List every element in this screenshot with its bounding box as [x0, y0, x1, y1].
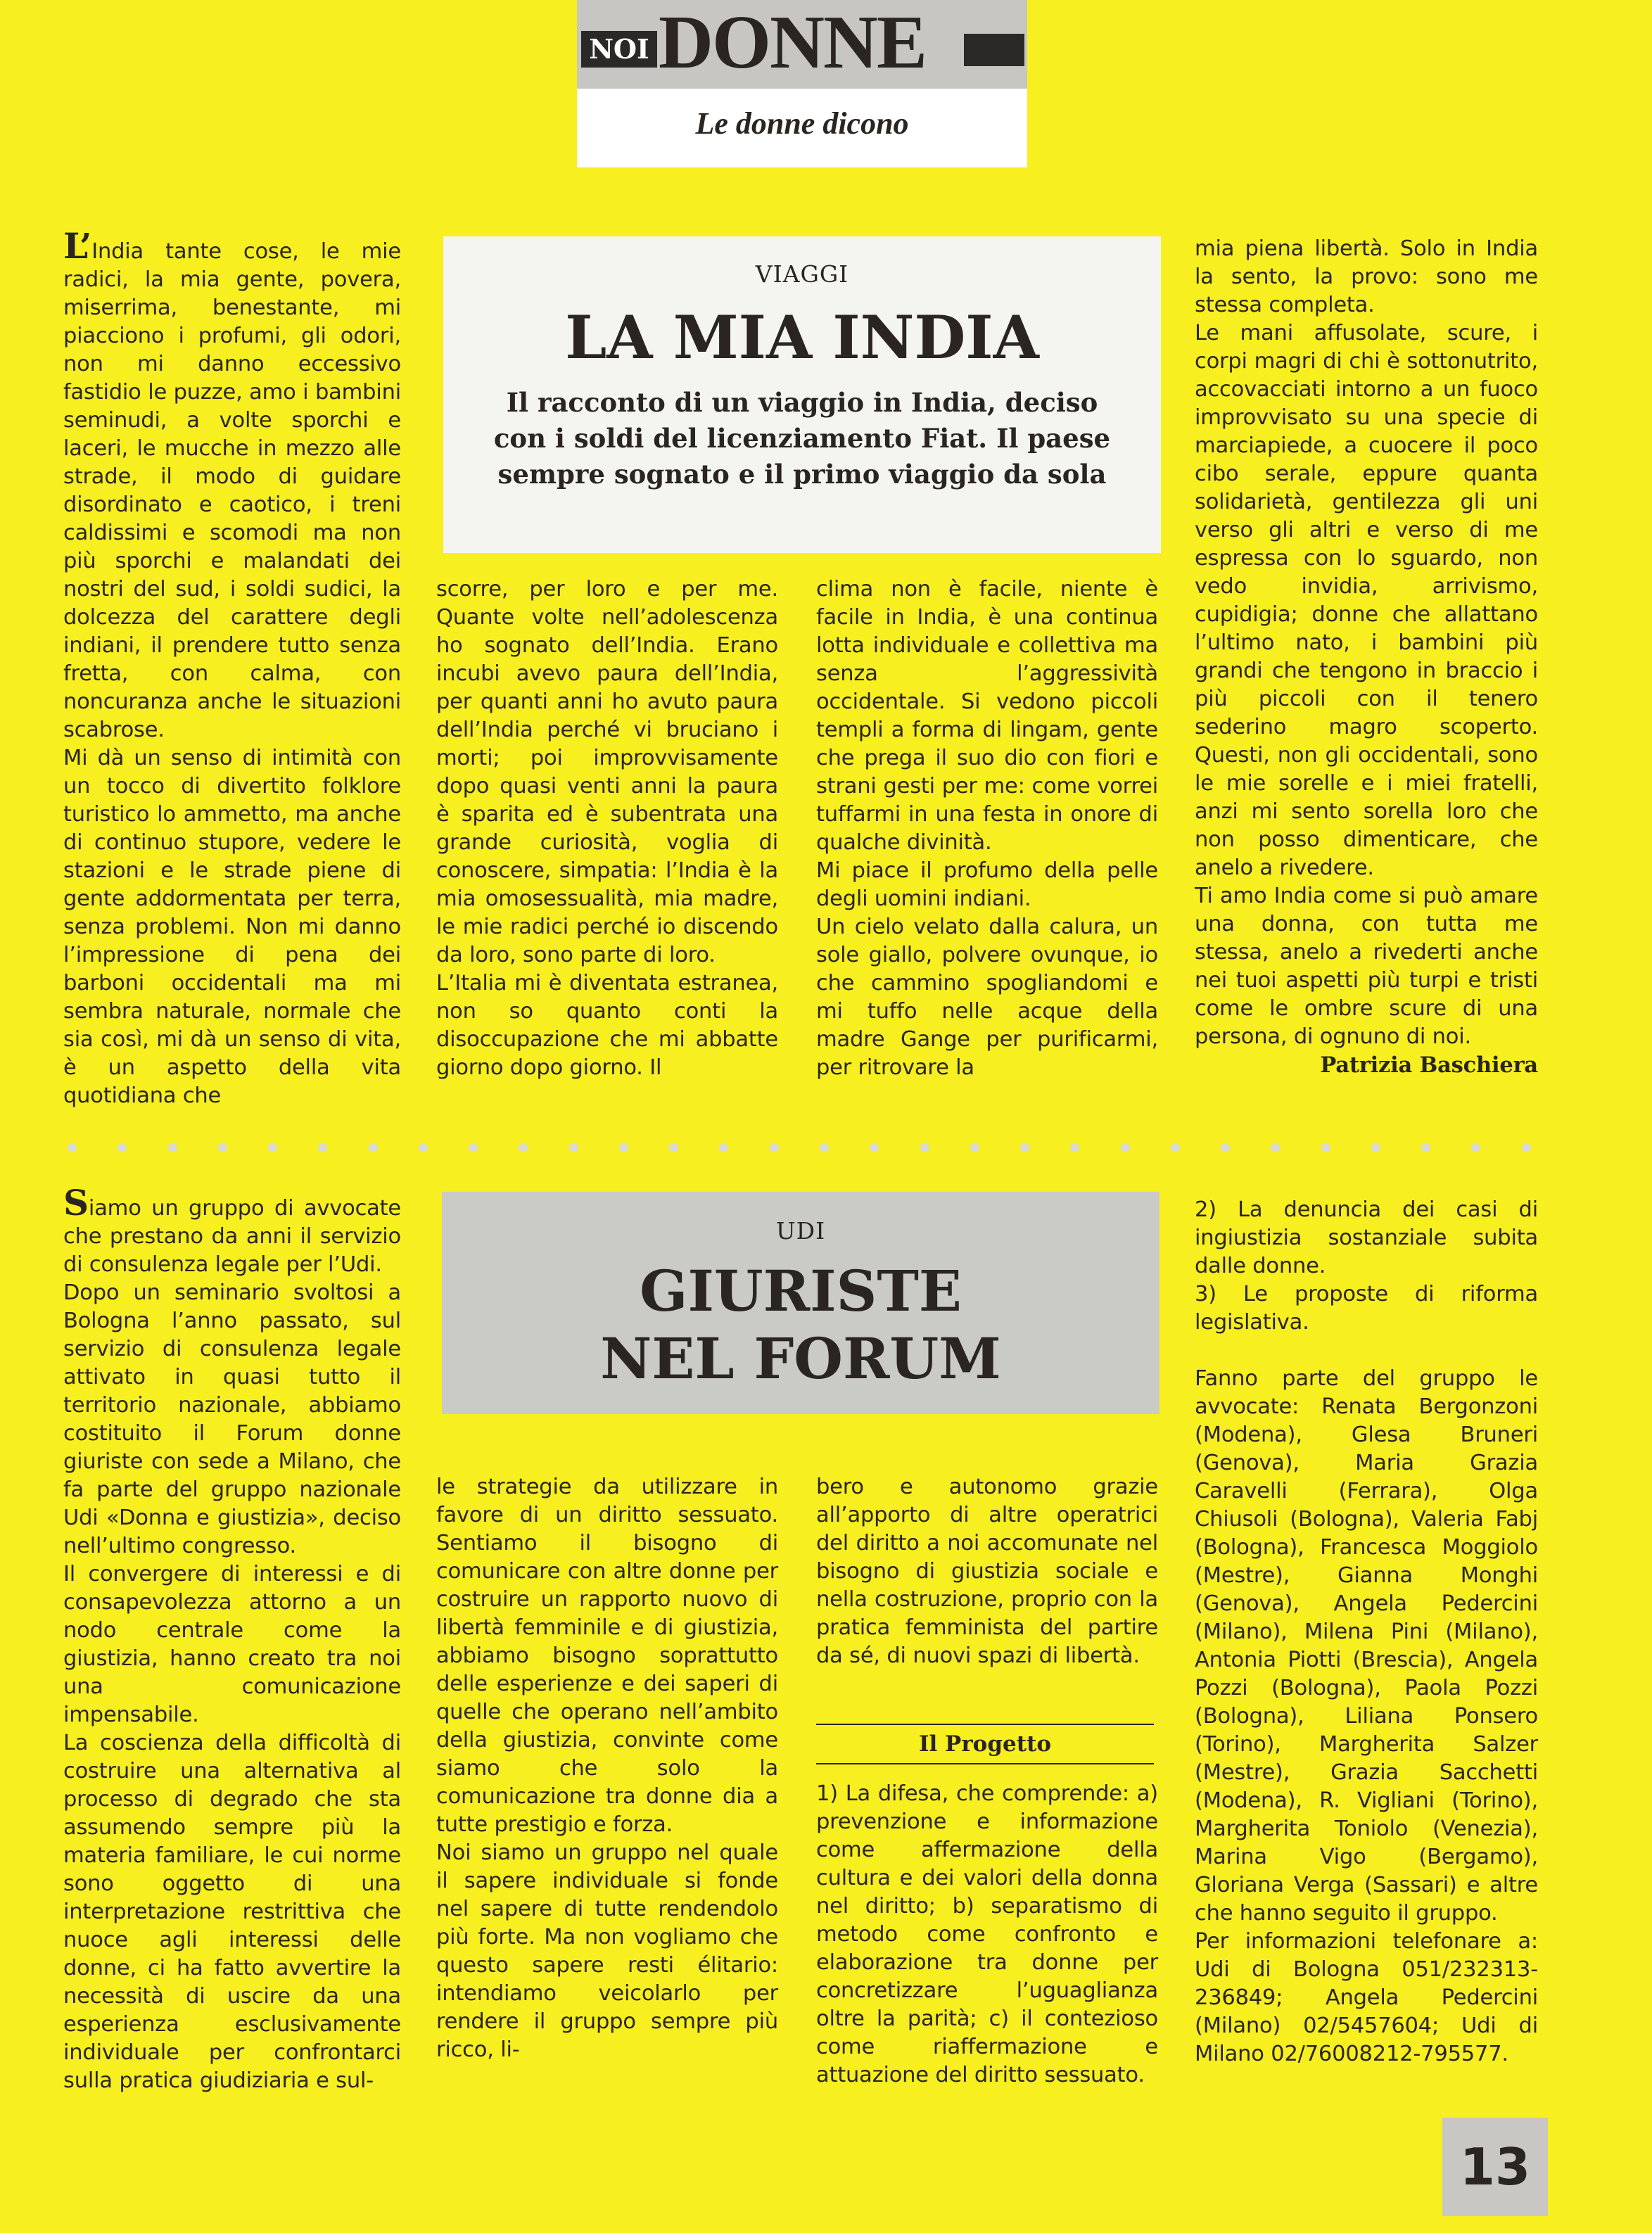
article1-deck: Il racconto di un viaggio in India, deciso con i soldi del licenziamento Fiat. Il paese sempre sognato e il primo viaggio da sola	[493, 387, 1111, 490]
article1-kicker: VIAGGI	[755, 260, 849, 288]
author-signature: Patrizia Baschiera	[1320, 1052, 1538, 1078]
paragraph: La coscienza della difficoltà di costruire una alternativa al processo di degrado che sta assumendo sempre più la materia familiare, le cui norme sono oggetto di una interpretazione restrittiva che nuoce agli interessi delle donne, ci ha fatto avvertire la necessità di uscire da una esperienza esclusivamente individuale per confrontarci sulla pratica giudiziaria e sul-	[63, 1731, 401, 2093]
article1-title-box	[443, 236, 1161, 553]
paragraph: Per informazioni telefonare a: Udi di Bologna 051/232313-236849; Angela Pedercini (Milano) 02/5457604; Udi di Milano 02/76008212-795577.	[1195, 1929, 1538, 2066]
section-subtitle: Le donne dicono	[695, 106, 909, 141]
masthead-donne: DONNE	[659, 1, 927, 84]
article2-column-4	[1195, 1196, 1538, 2068]
dotted-separator	[68, 1137, 1531, 1158]
article2-title-box	[442, 1192, 1159, 1414]
paragraph: Il convergere di interessi e di consapevolezza attorno a un nodo centrale come la giustizia, hanno creato tra noi una comunicazione impensabile.	[63, 1562, 401, 1727]
article2-title-line2: NEL FORUM	[600, 1325, 1001, 1392]
paragraph: bero e autonomo grazie all’apporto di altre operatrici del diritto a noi accomunate nel bisogno di giustizia sociale e nella costruzione, proprio con la pratica femminista del partire da sé, di nuovi spazi di libertà.	[816, 1475, 1158, 1668]
paragraph: Le mani affusolate, scure, i corpi magri di chi è sottonutrito, accovacciati intorno a un fuoco improvvisato su una specie di marciapiede, a cuocere il poco cibo serale, eppure quanta solidarietà, gentilezza gli uni verso gli altri e verso di me espressa con lo sguardo, non vedo invidia, arrivismo, cupidigia; donne che allattano l’ultimo nato, i bambini più grandi che tengono in braccio i più piccoli con il tenero sederino magro scoperto. Questi, non gli occidentali, sono le mie sorelle e i miei fratelli, anzi mi sento sorella loro che non posso dimenticare, che anelo a rivedere.	[1195, 321, 1538, 880]
subhead-il-progetto: Il Progetto	[816, 1724, 1154, 1764]
paragraph: le strategie da utilizzare in favore di un diritto sessuato. Sentiamo il bisogno di comunicare con altre donne per costruire un rapporto nuovo di libertà femminile e di giustizia, abbiamo bisogno soprattutto delle esperienze e dei saperi di quelle che operano nell’ambito della giustizia, convinte come siamo che solo la comunicazione tra donne dia a tutte prestigio e forza.	[436, 1475, 778, 1837]
paragraph: Ti amo India come si può amare una donna, con tutta me stessa, anelo a rivederti anche nei tuoi aspetti più turpi e tristi come le ombre scure di una persona, di ognuno di noi.	[1195, 884, 1538, 1049]
article2-title-line1: GIURISTE	[640, 1258, 962, 1324]
article2-column-3-bottom	[816, 1780, 1158, 2089]
article2-column-2	[436, 1473, 778, 2064]
page-number: 13	[1442, 2118, 1548, 2216]
paragraph: Fanno parte del gruppo le avvocate: Renata Bergonzoni (Modena), Glesa Bruneri (Genova), Maria Grazia Caravelli (Ferrara), Olga Chiusoli (Bologna), Valeria Fabj (Bologna), Francesca Moggiolo (Mestre), Gianna Monghi (Genova), Angela Pedercini (Milano), Milena Pini (Milano), Antonia Piotti (Brescia), Angela Pozzi (Bologna), Paola Pozzi (Bologna), Liliana Ponsero (Torino), Margherita Salzer (Mestre), Grazia Sacchetti (Modena), R. Vigliani (Torino), Margherita Toniolo (Venezia), Marina Vigo (Bergamo), Gloriana Verga (Sassari) e altre che hanno seguito il gruppo.	[1195, 1366, 1538, 1926]
paragraph: Dopo un seminario svoltosi a Bologna l’anno passato, sul servizio di consulenza legale attivato in quasi tutto il territorio nazionale, abbiamo costituito il Forum donne giuriste con sede a Milano, che fa parte del gruppo nazionale Udi «Donna e giustizia», deciso nell’ultimo congresso.	[63, 1280, 401, 1558]
paragraph: scorre, per loro e per me. Quante volte nell’adolescenza ho sognato dell’India. Erano incubi avevo paura dell’India, per quanti anni ho avuto paura dell’India perché vi bruciano i morti; poi improvvisamente dopo quasi venti anni la paura è sparita ed è subentrata una grande curiosità, voglia di conoscere, simpatia: l’India è la mia omosessualità, mia madre, le mie radici perché io discendo da loro, sono parte di loro.	[436, 577, 778, 967]
paragraph: mia piena libertà. Solo in India la sento, la provo: sono me stessa completa.	[1195, 236, 1538, 317]
masthead-noi: NOI	[581, 31, 657, 68]
article2-column-1	[63, 1182, 401, 2095]
masthead-rule	[964, 34, 1024, 66]
paragraph: 3) Le proposte di riforma legislativa.	[1195, 1282, 1538, 1335]
paragraph: India tante cose, le mie radici, la mia gente, povera, miserrima, benestante, mi piacciono i profumi, gli odori, non mi danno eccessivo fastidio le puzze, amo i bambini seminudi, a volte sporchi e laceri, le mucche in mezzo alle strade, il modo di guidare disordinato e caotico, i treni caldissimi e scomodi ma non più sporchi e malandati dei nostri del sud, i soldi sudici, la dolcezza del carattere degli indiani, il prendere tutto senza fretta, con calma, con noncuranza anche le situazioni scabrose.	[63, 239, 401, 742]
paragraph: Un cielo velato dalla calura, un sole giallo, polvere ovunque, io che cammino spogliandomi e mi tuffo nelle acque della madre Gange per purificarmi, per ritrovare la	[816, 915, 1158, 1080]
article1-title: LA MIA INDIA	[565, 303, 1039, 372]
article1-column-2	[436, 575, 778, 1082]
paragraph: iamo un gruppo di avvocate che prestano da anni il servizio di consulenza legale per l’Udi.	[63, 1196, 401, 1277]
article2-column-3-top	[816, 1473, 1158, 1670]
paragraph: L’Italia mi è diventata estranea, non so quanto conti la disoccupazione che mi abbatte giorno dopo giorno. Il	[436, 971, 778, 1080]
article2-kicker: UDI	[775, 1217, 826, 1245]
paragraph: Noi siamo un gruppo nel quale il sapere individuale si fonde nel sapere di tutte rendendolo più forte. Ma non vogliamo che questo sapere resti élitario: intendiamo veicolarlo per rendere il gruppo sempre più ricco, li-	[436, 1840, 778, 2062]
article1-dropcap: L’	[63, 225, 92, 267]
paragraph: clima non è facile, niente è facile in India, è una continua lotta individuale e collettiva ma senza l’aggressività occidentale. Si vedono piccoli templi a forma di lingam, gente che prega il suo dio con fiori e strani gesti per me: come vorrei tuffarmi in una festa in onore di qualche divinità.	[816, 577, 1158, 855]
paragraph: Mi piace il profumo della pelle degli uomini indiani.	[816, 858, 1158, 911]
article1-column-1	[63, 225, 401, 1110]
paragraph: 2) La denuncia dei casi di ingiustizia sostanziale subita dalle donne.	[1195, 1197, 1538, 1278]
paragraph: 1) La difesa, che comprende: a) prevenzione e informazione come affermazione della cultura e dei valori della donna nel diritto; b) separatismo di metodo come confronto e elaborazione tra donne per concretizzare l’uguaglianza oltre la parità; c) il contezioso come riaffermazione e attuazione del diritto sessuato.	[816, 1781, 1158, 2087]
article1-column-3	[816, 575, 1158, 1082]
article1-column-4	[1195, 235, 1538, 1079]
paragraph: Mi dà un senso di intimità con un tocco di divertito folklore turistico lo ammetto, ma anche di continuo stupore, vedere le stazioni e le strade piene di gente addormentata per terra, senza problemi. Non mi danno l’impressione di pena dei barboni occidentali ma mi sembra naturale, normale che sia così, mi dà un senso di vita, è un aspetto della vita quotidiana che	[63, 746, 401, 1108]
article2-dropcap: S	[63, 1182, 89, 1223]
